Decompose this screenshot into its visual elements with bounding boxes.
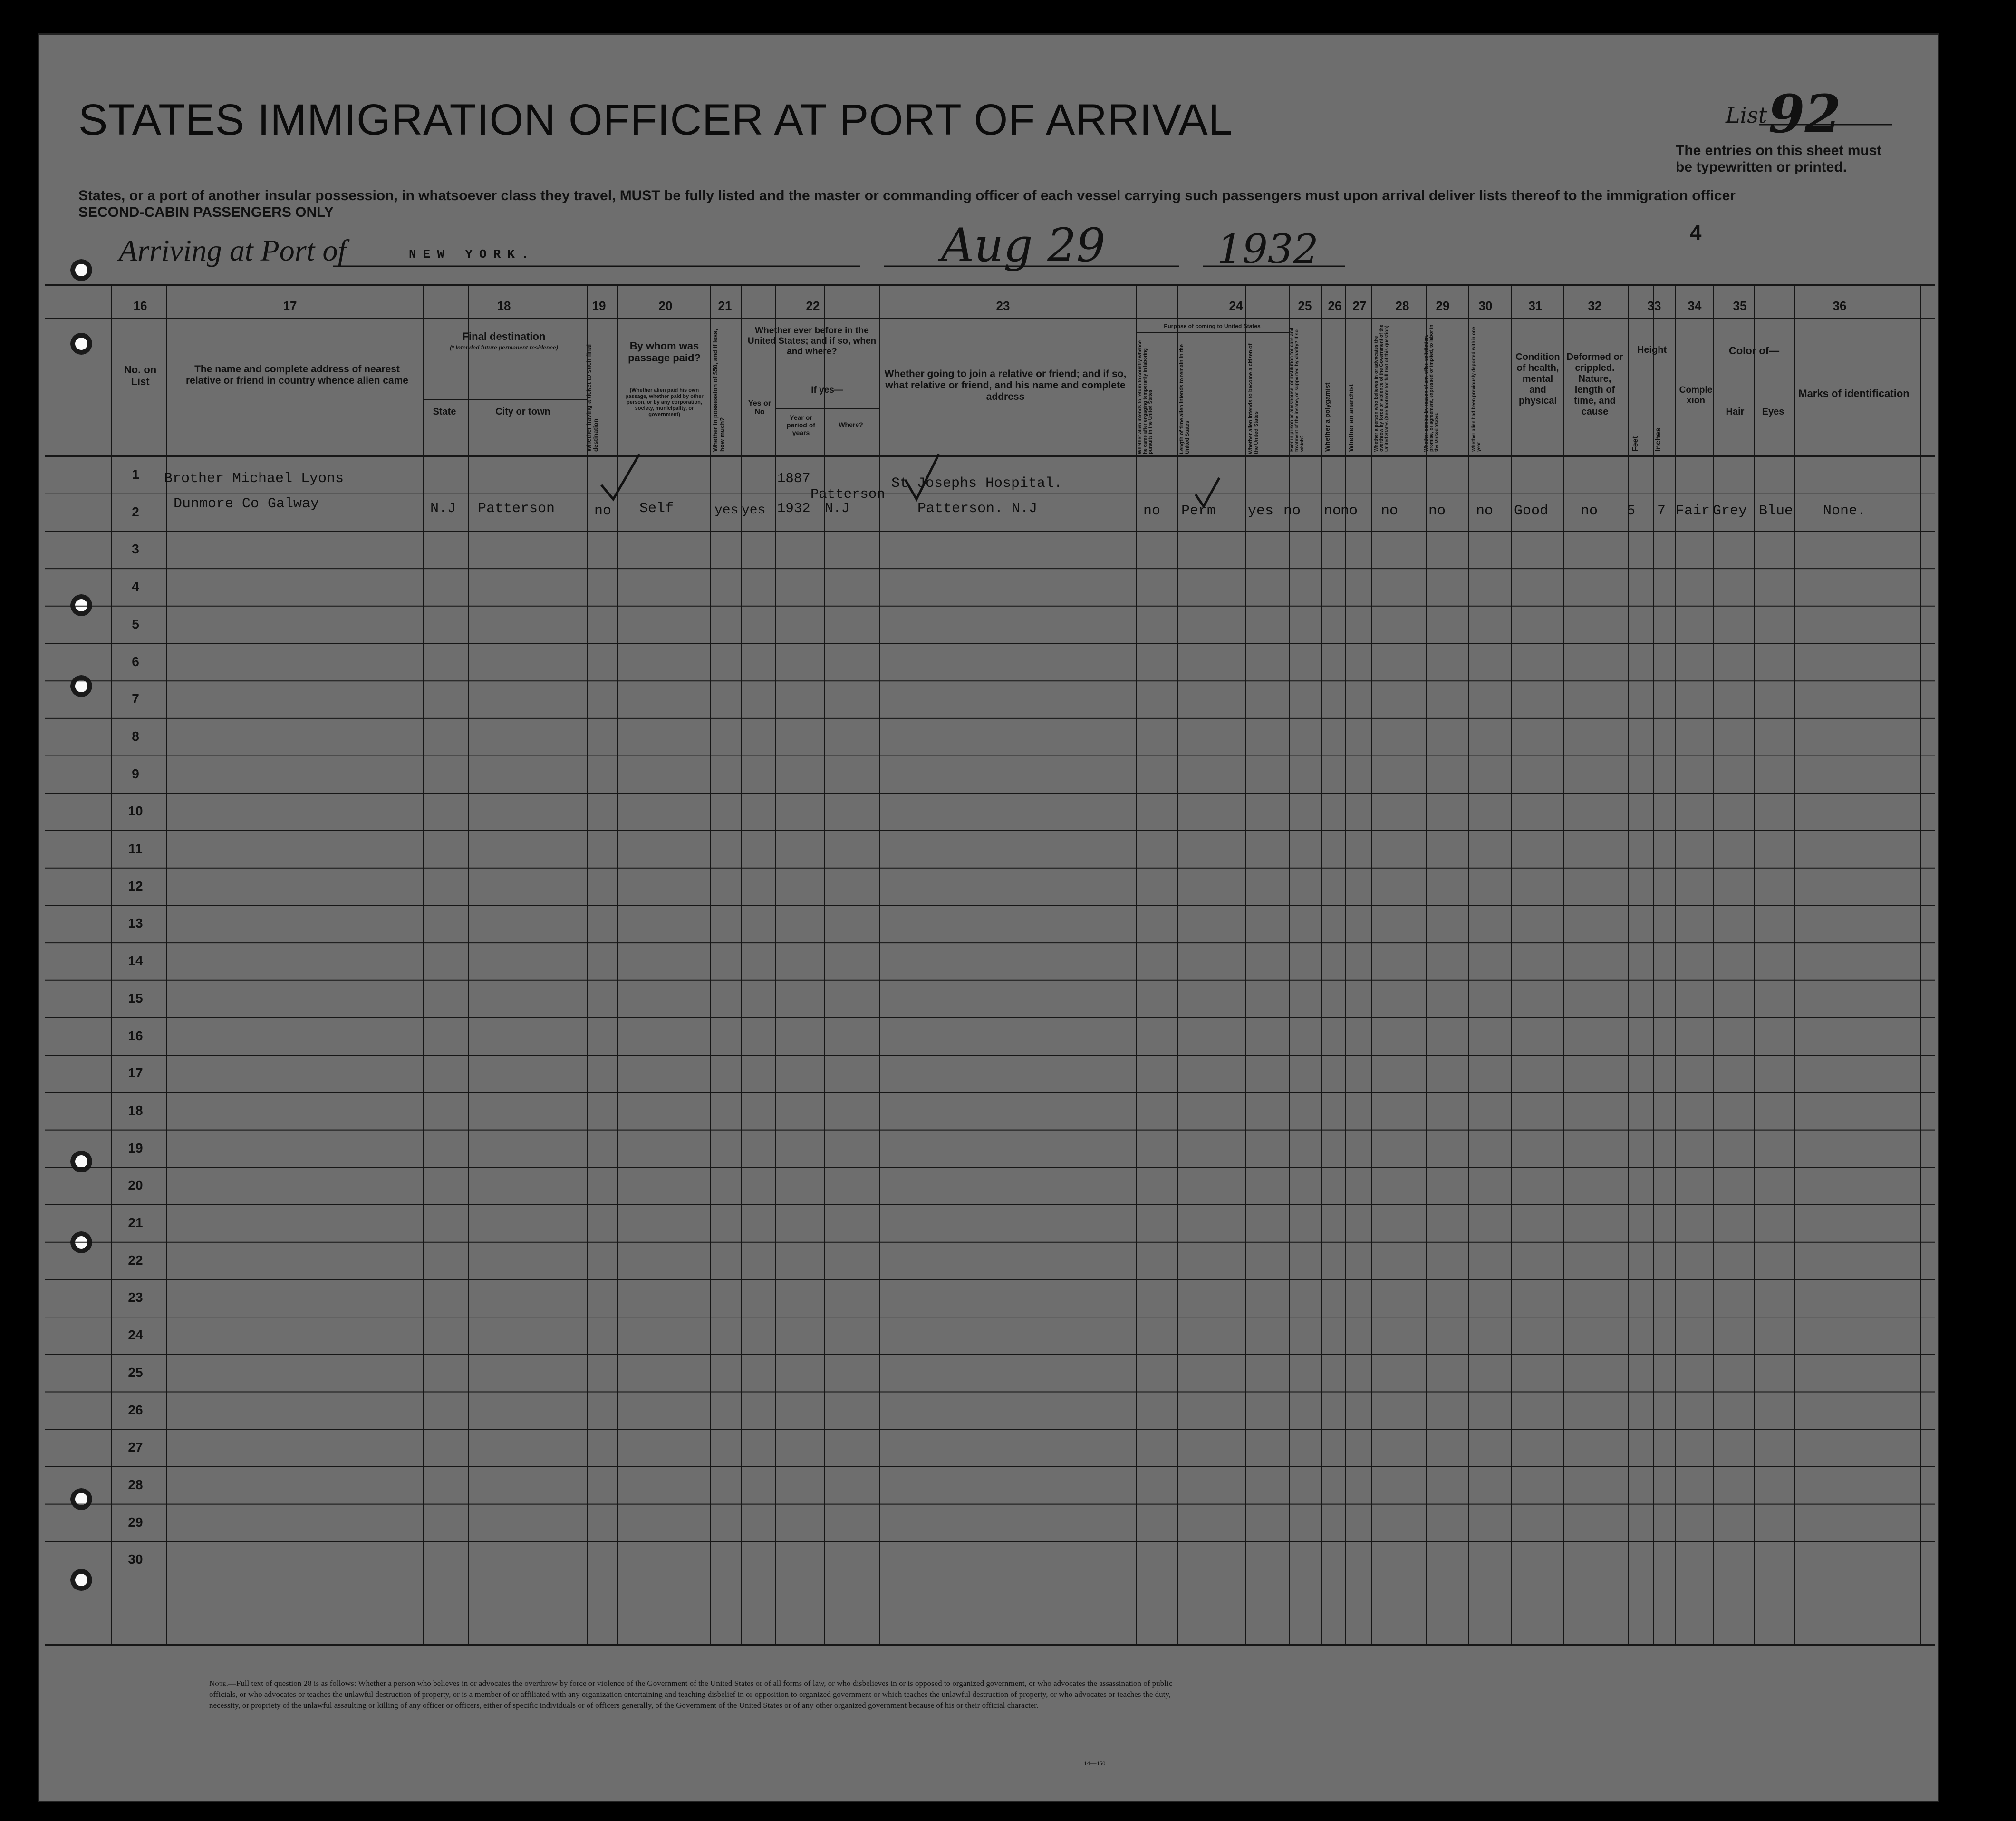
header-final-destination: Final destination xyxy=(462,330,546,342)
row-number: 30 xyxy=(128,1552,143,1567)
check-mark-icon xyxy=(599,452,642,504)
anarchist-value: no xyxy=(1341,503,1358,519)
row-number: 27 xyxy=(128,1440,143,1455)
header-marks: Marks of identification xyxy=(1798,387,1910,399)
col-number: 34 xyxy=(1688,299,1702,313)
row-number: 9 xyxy=(132,766,139,781)
row-number: 28 xyxy=(128,1477,143,1492)
row-number: 6 xyxy=(132,654,139,669)
question-29-value: no xyxy=(1428,503,1446,519)
header-year: Year or period of years xyxy=(787,414,815,437)
row-number: 17 xyxy=(128,1065,143,1081)
row-number: 7 xyxy=(132,691,139,707)
header-ticket: Whether having a ticket to such final destination xyxy=(585,344,599,452)
header-return-intent: Whether alien intends to return to country whence he came after engaging temporarily in laboring pursuits in the United States xyxy=(1138,340,1153,454)
col-number: 18 xyxy=(497,299,511,313)
citizen-value: yes xyxy=(1248,503,1274,519)
polygamist-value: no xyxy=(1324,503,1341,519)
header-color: Color of— xyxy=(1728,345,1780,357)
header-where: Where? xyxy=(839,421,863,428)
footnote-lead: Note.— xyxy=(209,1679,236,1688)
row-number: 8 xyxy=(132,728,139,744)
entries-note-2: be typewritten or printed. xyxy=(1676,159,1847,175)
header-city: City or town xyxy=(495,407,550,417)
row-number: 14 xyxy=(128,953,143,969)
ticket-value: no xyxy=(594,503,612,519)
header-question-29: Whether coming by reason of any offer, solicitation, promise, or agreement, expressed or implied, to labor in the United States xyxy=(1424,324,1439,452)
header-citizen: Whether alien intends to become a citizen of the United States xyxy=(1248,343,1260,454)
header-inches: Inches xyxy=(1654,427,1662,452)
header-relative: The name and complete address of nearest relative or friend in country whence alien came xyxy=(186,364,408,387)
header-join-relative: Whether going to join a relative or friend; and if so, what relative or friend, and his name and complete address xyxy=(884,368,1127,403)
header-feet: Feet xyxy=(1631,436,1640,452)
health-value: Good xyxy=(1514,503,1549,519)
col-number: 28 xyxy=(1395,299,1409,313)
header-complexion: Complexion xyxy=(1679,385,1713,406)
where-value-1: Patterson xyxy=(810,486,885,502)
complexion-value: Fair xyxy=(1676,503,1710,519)
header-deported: Whether alien had been previously deported within one year xyxy=(1471,327,1482,452)
eyes-value: Blue xyxy=(1759,503,1794,519)
row-number: 23 xyxy=(128,1290,143,1305)
header-paid-by-note: (Whether alien paid his own passage, whether paid by other person, or by any corporation, society, municipality, or government) xyxy=(625,387,704,417)
row-number: 18 xyxy=(128,1103,143,1118)
col-number: 19 xyxy=(592,299,606,313)
col-number: 23 xyxy=(996,299,1010,313)
row-number: 3 xyxy=(132,542,139,557)
arriving-label: Arriving at Port of xyxy=(119,233,347,267)
row-number: 29 xyxy=(128,1514,143,1530)
row-number: 24 xyxy=(128,1327,143,1343)
col-number: 29 xyxy=(1436,299,1450,313)
row-number: 12 xyxy=(128,878,143,893)
length-of-stay-value: Perm xyxy=(1181,503,1216,519)
relative-address: Dunmore Co Galway xyxy=(174,496,319,512)
row-number: 2 xyxy=(132,504,139,519)
header-deformed: Deformed or crippled. Nature, length of time, and cause xyxy=(1566,352,1623,417)
fifty-dollars-value: yes xyxy=(714,503,739,518)
feet-value: 5 xyxy=(1627,503,1636,519)
col-number: 30 xyxy=(1478,299,1493,313)
header-health: Condition of health, mental and physical xyxy=(1515,352,1560,406)
city-value: Patterson xyxy=(478,501,555,517)
col-number: 17 xyxy=(283,299,297,313)
footnote-text: Full text of question 28 is as follows: Whether a person who believes in or advocates the overthrow by force or violence of the Government of the United States or of all forms of law, or who disbelieves in or is opposed to organized government, or who advocates the assassination of public officials, or who advocates or teaches the unlawful destruction of property, or is a member of or affiliated with any organization entertaining and teaching disbelief in or opposition to organized government or which teaches the unlawful destruction of property, or who advocates or teaches the duty, necessity, or propriety of the unlawful assaulting or killing of any officer or officers, either of specific individuals or of officers generally, of the Government of the United States or of any other organized government because of his or their official character. xyxy=(209,1679,1173,1710)
before-yes-no-value: yes xyxy=(742,503,766,518)
col-number: 16 xyxy=(133,299,147,313)
header-eyes: Eyes xyxy=(1762,407,1784,417)
row-number: 16 xyxy=(128,1028,143,1043)
header-yes-no: Yes or No xyxy=(748,399,772,417)
header-if-yes: If yes— xyxy=(811,385,843,395)
deformed-value: no xyxy=(1581,503,1598,519)
marks-value: None. xyxy=(1823,503,1866,519)
deported-value: no xyxy=(1476,503,1494,519)
row-number: 22 xyxy=(128,1252,143,1268)
col-number: 31 xyxy=(1528,299,1543,313)
relative-name: Brother Michael Lyons xyxy=(164,471,344,487)
row-number: 1 xyxy=(132,467,139,482)
col-number: 20 xyxy=(658,299,673,313)
col-number: 35 xyxy=(1733,299,1747,313)
col-number: 22 xyxy=(806,299,820,313)
list-number: 92 xyxy=(1768,83,1842,145)
row-number: 13 xyxy=(128,916,143,931)
header-no-on-list: No. on List xyxy=(124,364,157,388)
form-title: STATES IMMIGRATION OFFICER AT PORT OF ARRIVAL xyxy=(78,96,1233,144)
col-number: 26 xyxy=(1328,299,1342,313)
row-number: 20 xyxy=(128,1178,143,1193)
class-line: SECOND-CABIN PASSENGERS ONLY xyxy=(78,204,334,220)
sheet-number: 4 xyxy=(1690,221,1702,244)
instructions-text: States, or a port of another insular possession, in whatsoever class they travel, MUST be fully listed and the master or commanding officer of each vessel carrying such passengers must upon arrival deliver lists thereof to the immigration officer xyxy=(78,188,1736,203)
row-number: 15 xyxy=(128,990,143,1006)
header-length-of-stay: Length of time alien intends to remain in the United States xyxy=(1179,344,1191,454)
check-mark-icon xyxy=(1193,475,1222,509)
row-number: 11 xyxy=(128,841,143,856)
paid-by-value: Self xyxy=(639,501,674,517)
prison-value: no xyxy=(1283,503,1301,519)
port-value: NEW YORK. xyxy=(409,247,536,262)
date-year: 1932 xyxy=(1217,226,1319,272)
year-value-1: 1887 xyxy=(777,471,810,486)
row-number: 5 xyxy=(132,616,139,631)
header-final-destination-note: (* Intended future permanent residence) xyxy=(450,344,558,351)
col-number: 27 xyxy=(1352,299,1367,313)
question-28-value: no xyxy=(1381,503,1399,519)
footnote xyxy=(209,1678,1184,1711)
year-value-2: 1932 xyxy=(777,501,810,516)
col-number: 24 xyxy=(1229,299,1243,313)
join-line-2: Patterson. N.J xyxy=(917,501,1038,517)
list-label: List xyxy=(1726,102,1767,128)
header-purpose: Purpose of coming to United States xyxy=(1164,323,1261,329)
where-value-2: N.J xyxy=(825,501,850,516)
col-number: 36 xyxy=(1833,299,1847,313)
header-prison: Ever in prison or almshouse, or institution for care and treatment of the insane, or supported by charity? If so, which? xyxy=(1289,327,1305,452)
col-number: 21 xyxy=(718,299,732,313)
row-number: 4 xyxy=(132,579,139,594)
col-number: 33 xyxy=(1647,299,1661,313)
form-code: 14—450 xyxy=(1084,1760,1106,1767)
row-number: 26 xyxy=(128,1402,143,1417)
header-height: Height xyxy=(1637,345,1667,355)
header-hair: Hair xyxy=(1726,407,1745,417)
header-before-in-us: Whether ever before in the United States; and if so, when and where? xyxy=(747,326,877,357)
row-number: 21 xyxy=(128,1215,143,1230)
inches-value: 7 xyxy=(1657,503,1666,519)
join-line-1: St Josephs Hospital. xyxy=(891,475,1063,492)
header-paid-by: By whom was passage paid? xyxy=(628,340,701,364)
check-mark-icon xyxy=(903,452,941,504)
date-month-day: Aug 29 xyxy=(941,219,1106,272)
state-value: N.J xyxy=(430,501,456,517)
header-anarchist: Whether an anarchist xyxy=(1347,384,1355,452)
hair-value: Grey xyxy=(1713,503,1747,519)
header-state: State xyxy=(433,407,456,417)
row-number: 25 xyxy=(128,1365,143,1380)
return-intent-value: no xyxy=(1143,503,1161,519)
row-number: 10 xyxy=(128,804,143,819)
header-question-28: Whether a person who believes in or advocates the overthrow by force or violence of the Government of the United States (See footnote for full text of this question) xyxy=(1374,324,1389,452)
entries-note-1: The entries on this sheet must xyxy=(1676,143,1882,158)
header-polygamist: Whether a polygamist xyxy=(1323,382,1331,452)
header-fifty-dollars: Whether in possession of $50, and if less, how much? xyxy=(712,329,726,452)
col-number: 32 xyxy=(1588,299,1602,313)
row-number: 19 xyxy=(128,1140,143,1155)
col-number: 25 xyxy=(1298,299,1312,313)
